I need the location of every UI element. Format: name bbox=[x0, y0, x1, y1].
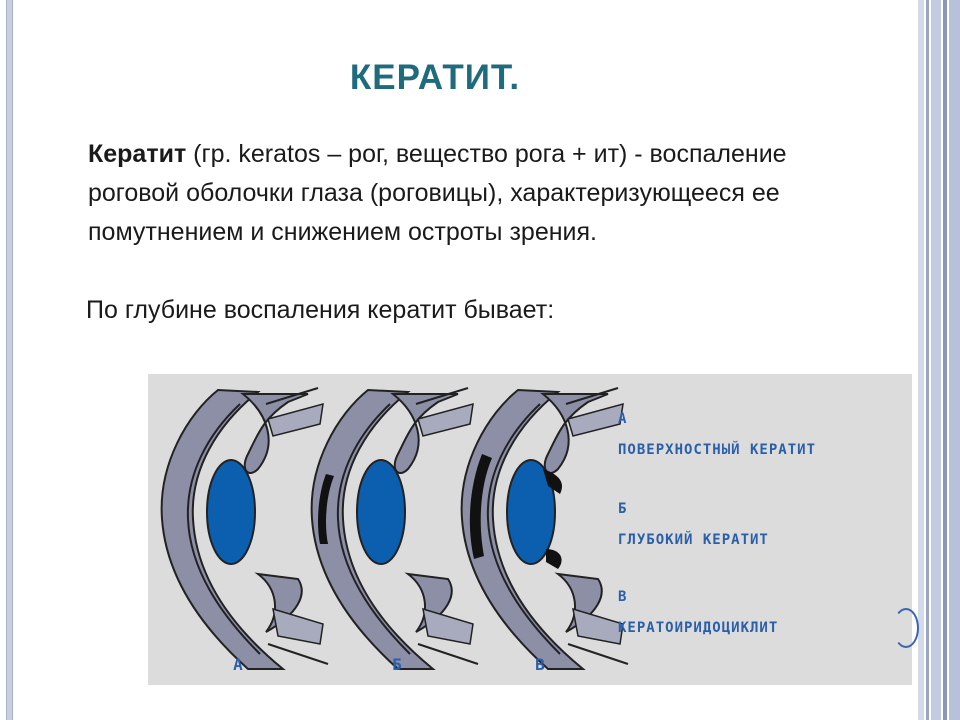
panel-label-b: Б bbox=[392, 655, 402, 674]
decorative-circle bbox=[893, 608, 919, 648]
panel-label-a: А bbox=[233, 655, 243, 674]
slide-left-border bbox=[6, 0, 13, 720]
eye-c-illustration bbox=[462, 388, 628, 669]
definition-text: (гр. keratos – рог, вещество рога + ит) - воспаление роговой оболочки глаза (роговицы), характеризующееся ее помутнением и снижением остроты зрения. bbox=[88, 140, 787, 246]
slide-right-border bbox=[916, 0, 960, 720]
eye-diagram bbox=[148, 374, 912, 685]
legend-label-keratoiridocyclitis: КЕРАТОИРИДОЦИКЛИТ bbox=[618, 620, 779, 636]
eye-b-illustration bbox=[312, 388, 478, 669]
definition-paragraph bbox=[88, 135, 828, 252]
legend-label-superficial: ПОВЕРХНОСТНЫЙ КЕРАТИТ bbox=[618, 442, 817, 458]
depth-intro: По глубине воспаления кератит бывает: bbox=[86, 296, 555, 324]
eye-a-illustration bbox=[162, 388, 328, 669]
legend-letter-b: Б bbox=[618, 501, 628, 517]
legend-label-deep: ГЛУБОКИЙ КЕРАТИТ bbox=[618, 532, 769, 548]
keratitis-figure bbox=[148, 374, 912, 685]
definition-term: Кератит bbox=[88, 140, 187, 168]
slide-title: КЕРАТИТ. bbox=[349, 58, 521, 97]
legend-letter-a: А bbox=[618, 411, 628, 427]
legend-letter-c: В bbox=[618, 589, 628, 605]
panel-label-c: В bbox=[535, 655, 545, 674]
